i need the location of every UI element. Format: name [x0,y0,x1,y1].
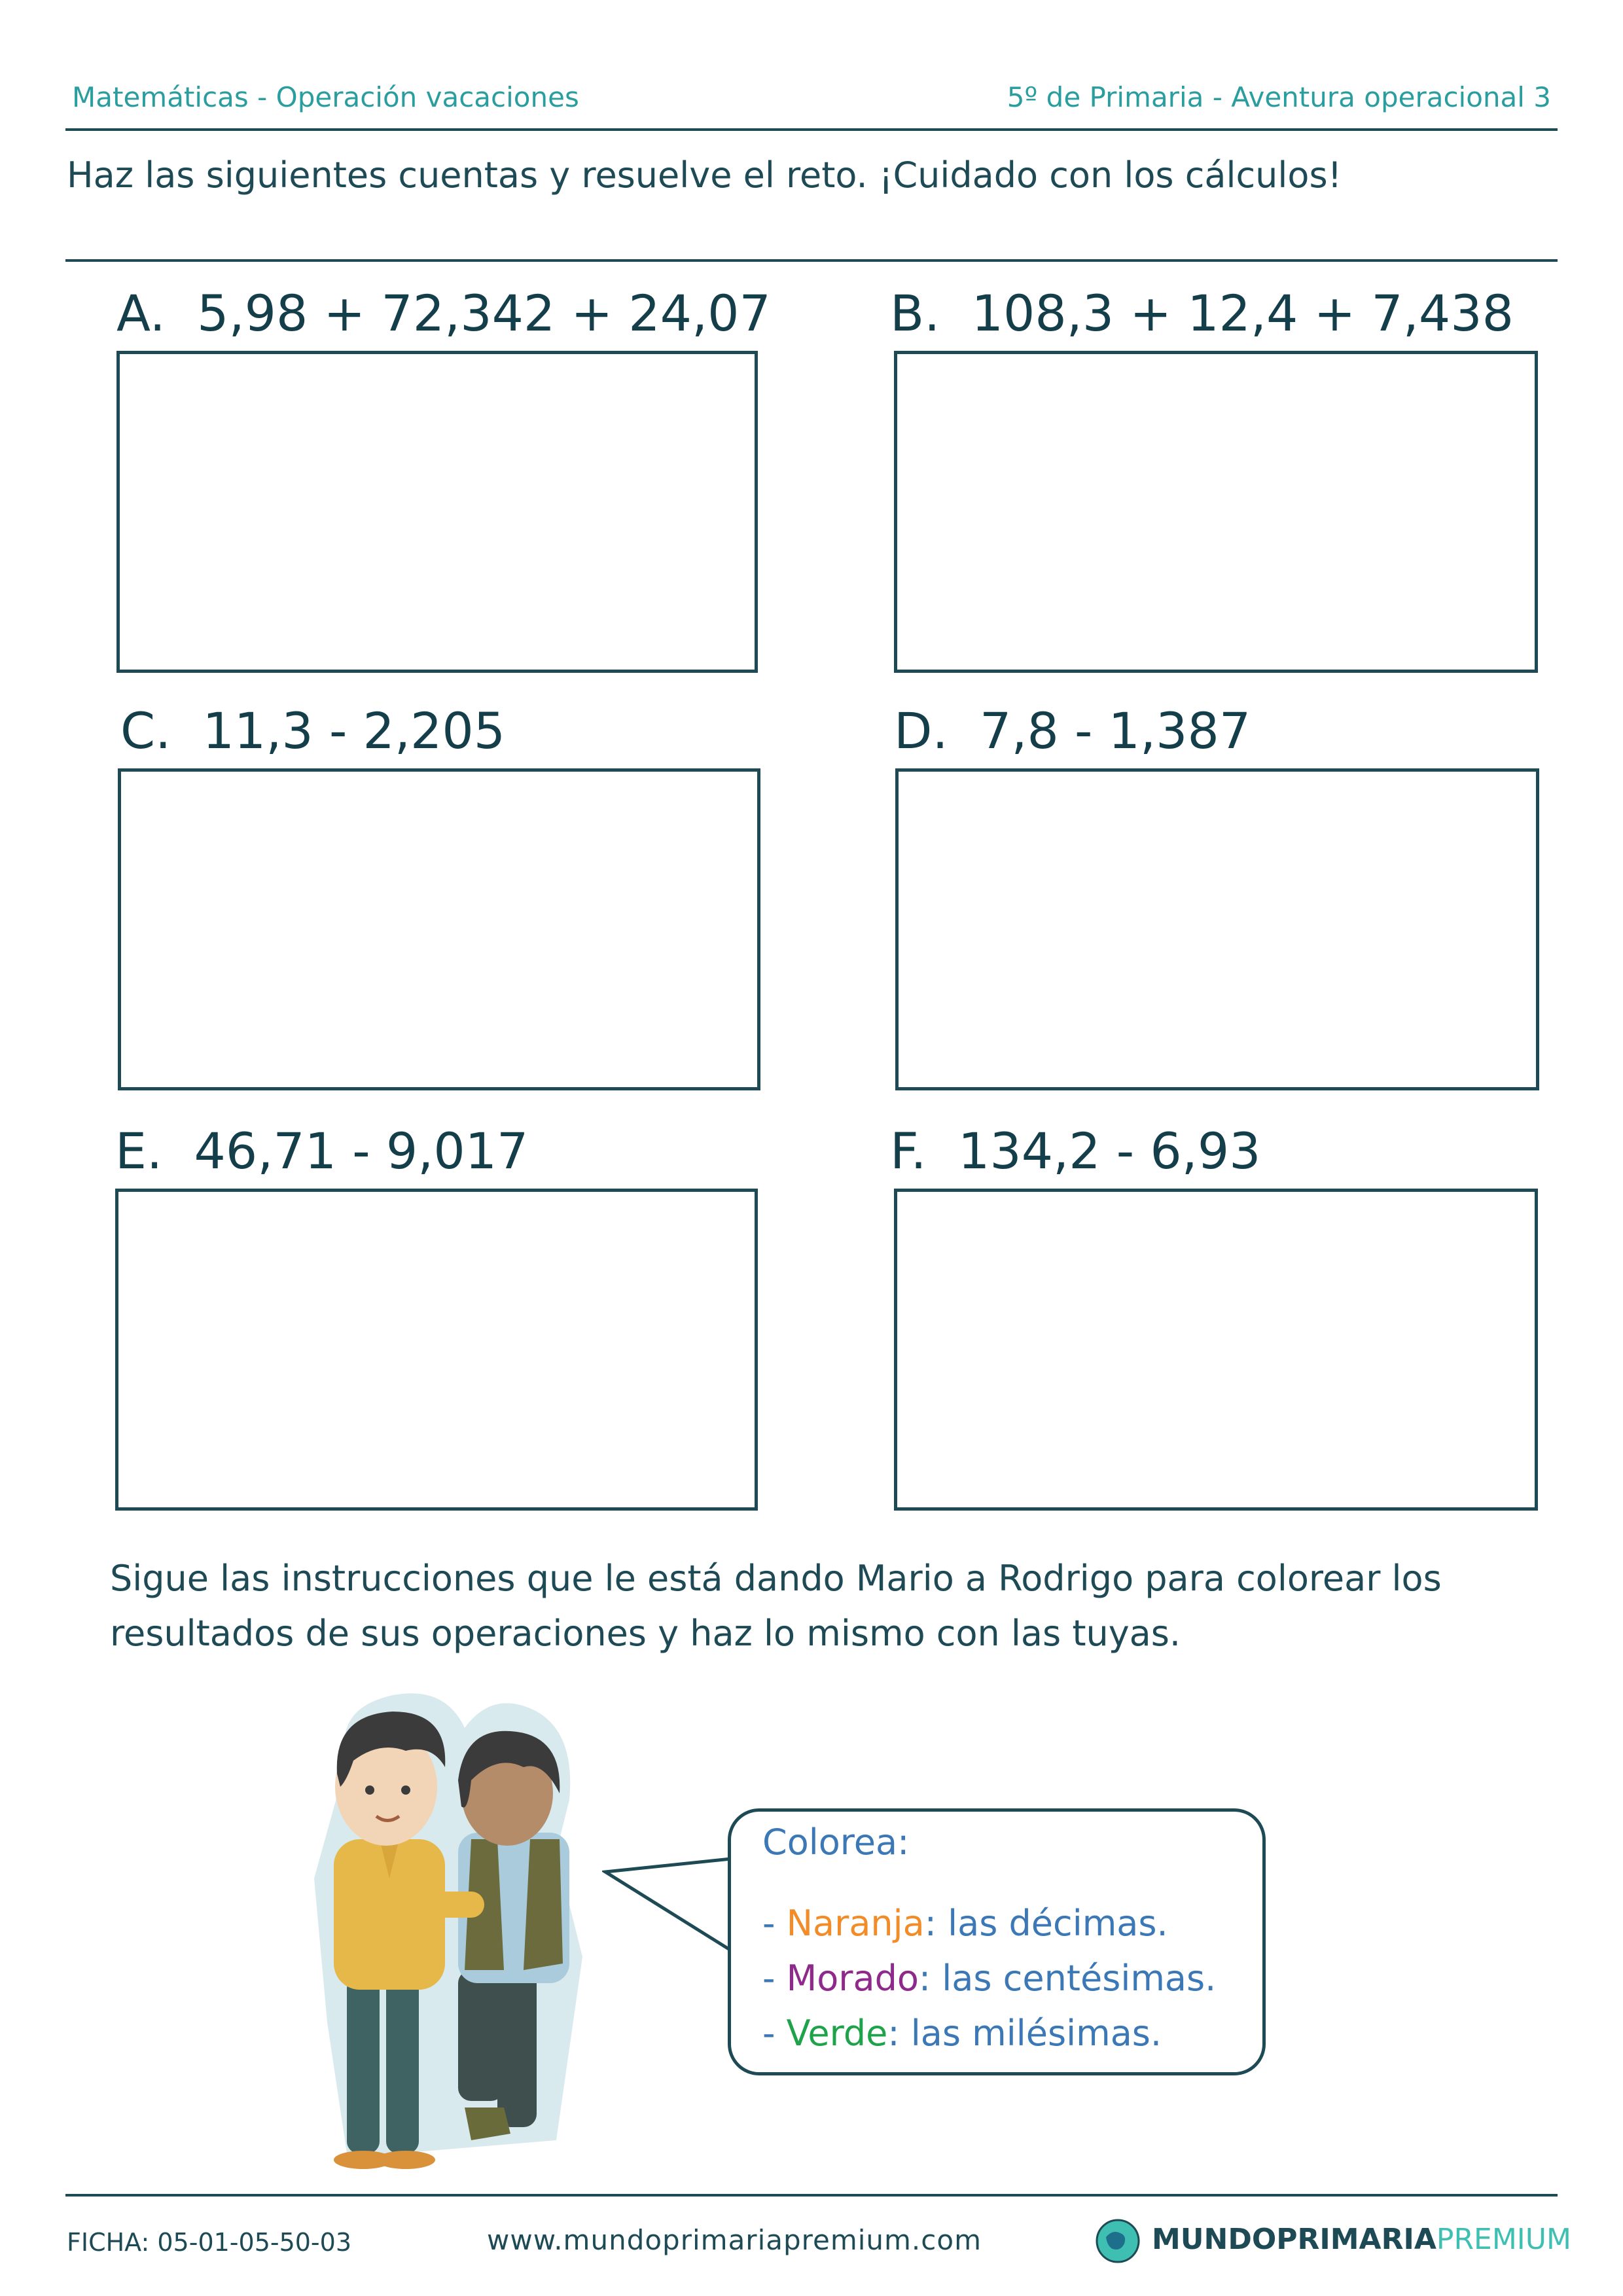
dash: - [762,2013,787,2054]
brand-logo [1152,2223,1571,2256]
problem-expression: 7,8 - 1,387 [980,702,1251,760]
answer-box-b[interactable] [894,351,1538,673]
instruction-rest: : las milésimas. [887,2013,1162,2054]
problem-letter: A. [116,284,166,342]
problem-expression: 46,71 - 9,017 [194,1122,529,1180]
problem-e [115,1122,528,1180]
intro-divider [65,259,1558,262]
answer-box-e[interactable] [115,1189,758,1511]
problem-expression: 11,3 - 2,205 [202,702,506,760]
problem-letter: C. [120,702,171,760]
speech-bubble-tail [602,1852,733,1957]
intro-text: Haz las siguientes cuentas y resuelve el reto. ¡Cuidado con los cálculos! [67,154,1342,196]
problem-a [116,284,771,342]
color-word-orange: Naranja [786,1903,925,1944]
header-level: 5º de Primaria - Aventura operacional 3 [1007,81,1551,113]
problem-letter: D. [894,702,948,760]
brand-bold: MUNDOPRIMARIA [1152,2223,1436,2256]
instructions-text: Sigue las instrucciones que le está dando Mario a Rodrigo para colorear los resultados de sus operaciones y haz lo mismo con las tuyas. [110,1558,1442,1654]
header-subject: Matemáticas - Operación vacaciones [72,81,579,113]
problem-d [894,702,1251,760]
answer-box-f[interactable] [894,1189,1538,1511]
globe-logo-icon [1094,2217,1141,2265]
problem-expression: 5,98 + 72,342 + 24,07 [197,284,771,342]
color-word-purple: Morado [786,1958,919,1999]
instruction-green [762,2013,1162,2054]
problem-letter: E. [115,1122,163,1180]
problem-c [120,702,505,760]
dash: - [762,1903,787,1944]
instruction-purple [762,1958,1216,1999]
header-divider [65,128,1558,131]
ficha-code: FICHA: 05-01-05-50-03 [67,2228,351,2257]
answer-box-a[interactable] [116,351,758,673]
two-boys-illustration [308,1682,615,2179]
footer-divider [65,2194,1558,2197]
problem-expression: 134,2 - 6,93 [958,1122,1261,1180]
problem-letter: F. [890,1122,927,1180]
answer-box-c[interactable] [118,768,760,1090]
instruction-orange [762,1903,1168,1944]
problem-letter: B. [890,284,940,342]
problem-expression: 108,3 + 12,4 + 7,438 [971,284,1514,342]
answer-box-d[interactable] [895,768,1539,1090]
dash: - [762,1958,787,1999]
instruction-rest: : las centésimas. [918,1958,1217,1999]
bubble-title: Colorea: [762,1821,910,1863]
instruction-rest: : las décimas. [924,1903,1168,1944]
color-word-green: Verde [786,2013,888,2054]
brand-light: PREMIUM [1436,2223,1571,2256]
website-link[interactable]: www.mundoprimariapremium.com [487,2224,982,2256]
problem-b [890,284,1514,342]
problem-f [890,1122,1261,1180]
